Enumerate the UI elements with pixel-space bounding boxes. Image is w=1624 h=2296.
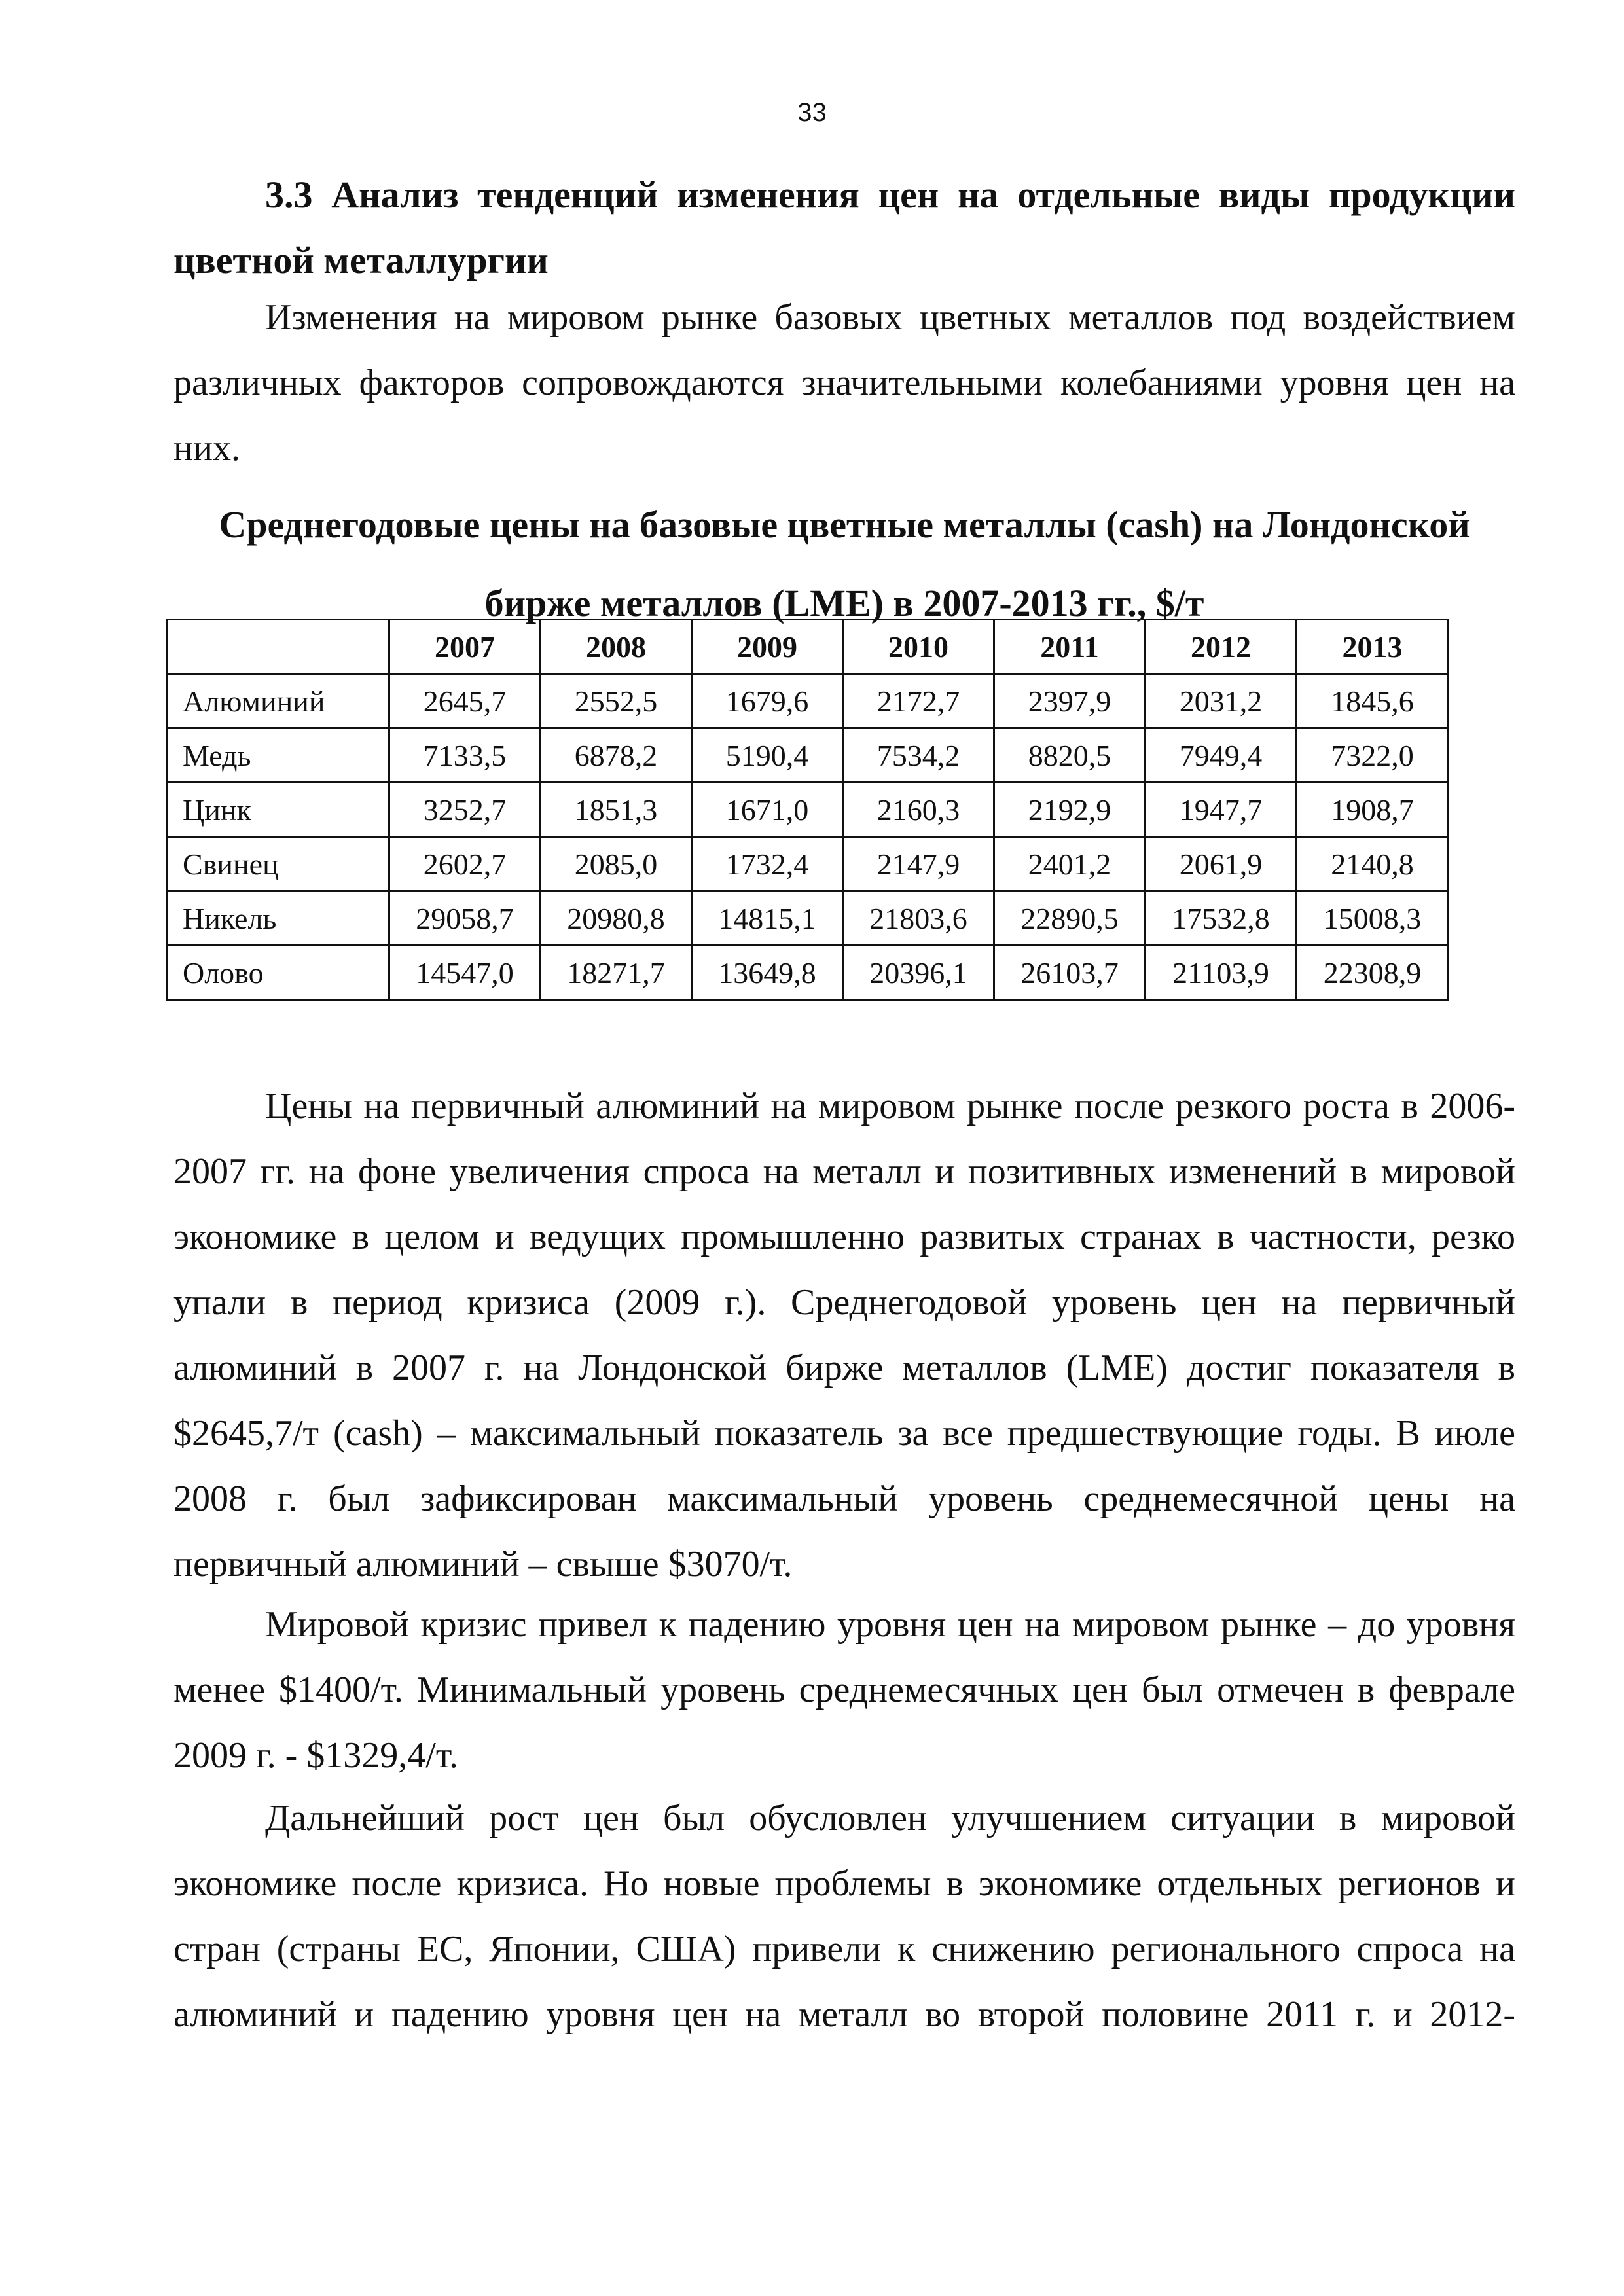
price-cell: 1732,4 bbox=[692, 837, 843, 891]
body-paragraph-further-growth: Дальнейший рост цен был обусловлен улучшением ситуации в мировой экономике после кризиса. Но новые проблемы в экономике отдельных регионов и стран (страны ЕС, Японии, США) привели к снижению регионального спроса на алюминий и падению уровня цен на металл во второй половине 2011 г. и 2012- bbox=[173, 1798, 1515, 2035]
price-cell: 7322,0 bbox=[1297, 728, 1449, 783]
body-paragraph-aluminium-prices: Цены на первичный алюминий на мировом рынке после резкого роста в 2006-2007 гг. на фоне увеличения спроса на металл и позитивных изменений в мировой экономике в целом и ведущих промышленно развитых странах в частности, резко упали в период кризиса (2009 г.). Среднегодовой уровень цен на первичный алюминий в 2007 г. на Лондонской бирже металлов (LME) достиг показателя в $2645,7/т (cash) – максимальный показатель за все предшествующие годы. В июле 2008 г. был зафиксирован максимальный уровень среднемесячной цены на первичный алюминий – свыше $3070/т. bbox=[173, 1086, 1515, 1585]
price-cell: 2140,8 bbox=[1297, 837, 1449, 891]
price-cell: 2192,9 bbox=[994, 783, 1146, 837]
table-title-line-1: Среднегодовые цены на базовые цветные металлы (cash) на Лондонской bbox=[219, 503, 1470, 546]
page-number: 33 bbox=[797, 98, 827, 127]
year-header: 2013 bbox=[1297, 620, 1449, 674]
metal-name-cell: Медь bbox=[168, 728, 389, 783]
table-row bbox=[168, 946, 1449, 1000]
price-cell: 20980,8 bbox=[541, 891, 692, 946]
price-cell: 2401,2 bbox=[994, 837, 1146, 891]
table-row bbox=[168, 891, 1449, 946]
metal-name-cell: Цинк bbox=[168, 783, 389, 837]
year-header: 2008 bbox=[541, 620, 692, 674]
price-cell: 18271,7 bbox=[541, 946, 692, 1000]
body-paragraph-crisis: Мировой кризис привел к падению уровня цен на мировом рынке – до уровня менее $1400/т. Минимальный уровень среднемесячных цен был отмечен в феврале 2009 г. - $1329,4/т. bbox=[173, 1604, 1515, 1776]
table-row bbox=[168, 837, 1449, 891]
table-row bbox=[168, 783, 1449, 837]
intro-paragraph: Изменения на мировом рынке базовых цветных металлов под воздействием различных факторов сопровождаются значительными колебаниями уровня цен на них. bbox=[173, 297, 1515, 469]
metal-name-cell: Алюминий bbox=[168, 674, 389, 728]
price-cell: 7949,4 bbox=[1146, 728, 1297, 783]
price-cell: 14547,0 bbox=[389, 946, 541, 1000]
price-cell: 14815,1 bbox=[692, 891, 843, 946]
price-cell: 8820,5 bbox=[994, 728, 1146, 783]
metal-name-cell: Свинец bbox=[168, 837, 389, 891]
price-cell: 1845,6 bbox=[1297, 674, 1449, 728]
price-cell: 5190,4 bbox=[692, 728, 843, 783]
price-cell: 2397,9 bbox=[994, 674, 1146, 728]
price-cell: 3252,7 bbox=[389, 783, 541, 837]
price-cell: 1671,0 bbox=[692, 783, 843, 837]
price-cell: 29058,7 bbox=[389, 891, 541, 946]
table-corner-cell bbox=[168, 620, 389, 674]
price-cell: 26103,7 bbox=[994, 946, 1146, 1000]
price-cell: 2645,7 bbox=[389, 674, 541, 728]
price-cell: 2160,3 bbox=[843, 783, 994, 837]
price-cell: 22890,5 bbox=[994, 891, 1146, 946]
table-header-row bbox=[168, 620, 1449, 674]
price-cell: 22308,9 bbox=[1297, 946, 1449, 1000]
price-cell: 2147,9 bbox=[843, 837, 994, 891]
price-cell: 1851,3 bbox=[541, 783, 692, 837]
year-header: 2010 bbox=[843, 620, 994, 674]
prices-table bbox=[166, 619, 1449, 1001]
price-cell: 1947,7 bbox=[1146, 783, 1297, 837]
price-cell: 7133,5 bbox=[389, 728, 541, 783]
year-header: 2009 bbox=[692, 620, 843, 674]
year-header: 2012 bbox=[1146, 620, 1297, 674]
table-row bbox=[168, 728, 1449, 783]
year-header: 2007 bbox=[389, 620, 541, 674]
price-cell: 20396,1 bbox=[843, 946, 994, 1000]
metal-name-cell: Никель bbox=[168, 891, 389, 946]
price-cell: 2085,0 bbox=[541, 837, 692, 891]
price-cell: 21803,6 bbox=[843, 891, 994, 946]
price-cell: 7534,2 bbox=[843, 728, 994, 783]
price-cell: 15008,3 bbox=[1297, 891, 1449, 946]
price-cell: 2061,9 bbox=[1146, 837, 1297, 891]
price-cell: 6878,2 bbox=[541, 728, 692, 783]
price-cell: 21103,9 bbox=[1146, 946, 1297, 1000]
price-cell: 1679,6 bbox=[692, 674, 843, 728]
year-header: 2011 bbox=[994, 620, 1146, 674]
price-cell: 2552,5 bbox=[541, 674, 692, 728]
price-cell: 2031,2 bbox=[1146, 674, 1297, 728]
metal-name-cell: Олово bbox=[168, 946, 389, 1000]
section-heading: 3.3 Анализ тенденций изменения цен на отдельные виды продукции цветной металлургии bbox=[173, 173, 1515, 281]
price-cell: 13649,8 bbox=[692, 946, 843, 1000]
table-title-line-2: бирже металлов (LME) в 2007-2013 гг., $/т bbox=[484, 582, 1204, 624]
table-row bbox=[168, 674, 1449, 728]
price-cell: 1908,7 bbox=[1297, 783, 1449, 837]
price-cell: 2602,7 bbox=[389, 837, 541, 891]
price-cell: 2172,7 bbox=[843, 674, 994, 728]
price-cell: 17532,8 bbox=[1146, 891, 1297, 946]
